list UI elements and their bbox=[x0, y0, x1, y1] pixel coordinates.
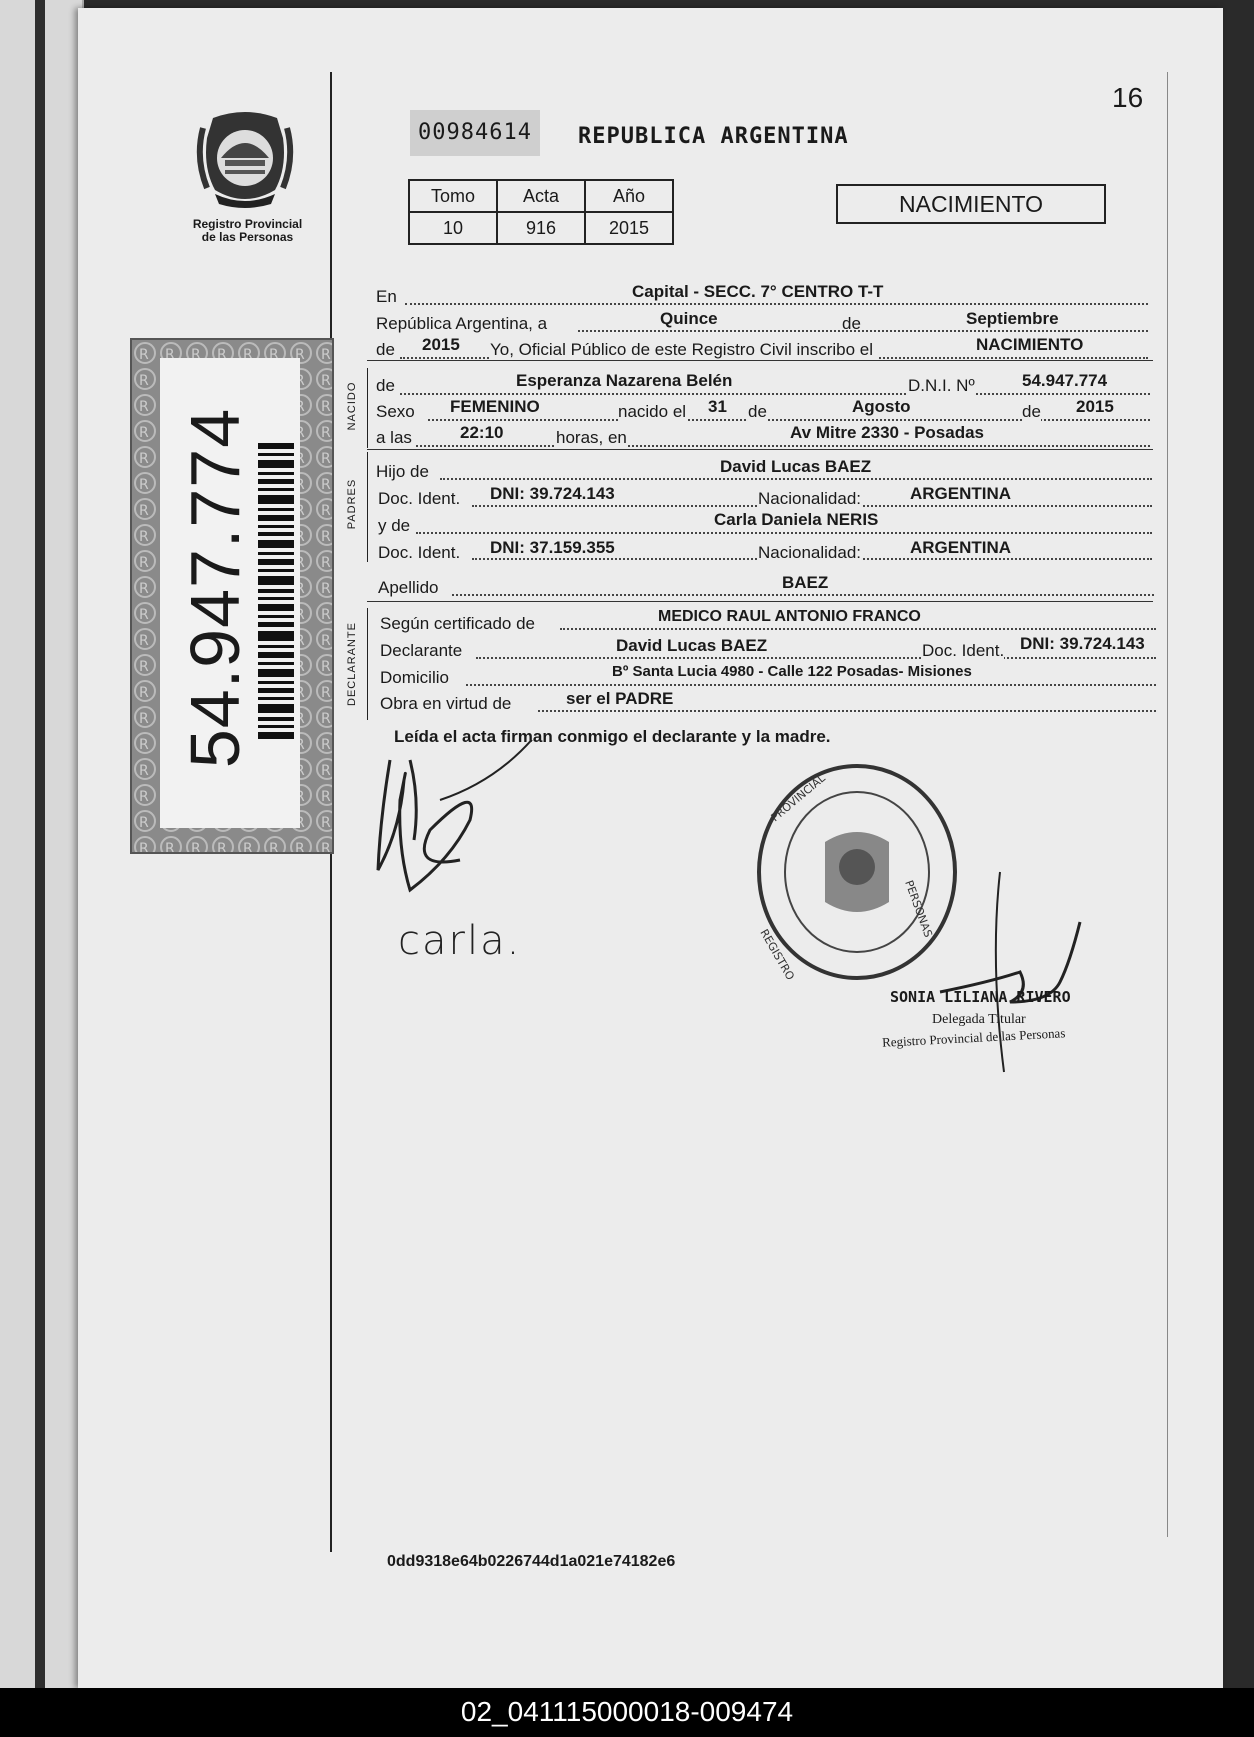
value-doc-madre: DNI: 37.159.355 bbox=[490, 538, 615, 557]
label-apellido: Apellido bbox=[378, 578, 439, 597]
label-yo-oficial: Yo, Oficial Público de este Registro Civil inscribo el bbox=[490, 340, 877, 360]
barcode-sticker bbox=[160, 358, 300, 828]
value-hora: 22:10 bbox=[460, 423, 504, 442]
value-padre: David Lucas BAEZ bbox=[720, 457, 872, 476]
value-lugar-nacimiento: Av Mitre 2330 - Posadas bbox=[790, 423, 985, 442]
country-title: REPUBLICA ARGENTINA bbox=[578, 124, 849, 149]
label-republica: República Argentina, a bbox=[376, 314, 548, 333]
value-tipo: NACIMIENTO bbox=[976, 335, 1084, 354]
leader-line bbox=[405, 303, 1148, 305]
value-certificado: MEDICO RAUL ANTONIO FRANCO bbox=[658, 608, 921, 625]
leader-line bbox=[578, 330, 1148, 332]
value-madre: Carla Daniela NERIS bbox=[714, 510, 879, 529]
leader-line bbox=[538, 710, 1156, 712]
table-header-row bbox=[409, 180, 673, 212]
label-doc-ident: Doc. Ident. bbox=[922, 641, 1005, 660]
value-tomo: 10 bbox=[409, 212, 497, 244]
label-a-las: a las bbox=[376, 428, 412, 447]
value-nac-anio: 2015 bbox=[1076, 397, 1114, 416]
official-name: SONIA LILIANA RIVERO bbox=[890, 988, 1071, 1006]
side-label-nacido: NACIDO bbox=[346, 381, 358, 431]
leader-line bbox=[452, 594, 1154, 596]
nacido-bracket bbox=[367, 368, 368, 448]
header-anio: Año bbox=[585, 180, 673, 212]
tomo-acta-table bbox=[408, 179, 674, 245]
svg-text:PROVINCIAL: PROVINCIAL bbox=[768, 771, 828, 825]
value-acta: 916 bbox=[497, 212, 585, 244]
table-value-row bbox=[409, 212, 673, 244]
label-domicilio: Domicilio bbox=[380, 668, 449, 687]
logo-caption bbox=[180, 218, 315, 244]
value-declarante: David Lucas BAEZ bbox=[616, 636, 768, 655]
value-apellido: BAEZ bbox=[782, 573, 829, 592]
label-hijo-de: Hijo de bbox=[376, 462, 429, 481]
label-de: de bbox=[842, 314, 861, 333]
official-signature-icon bbox=[930, 862, 1110, 1082]
value-nac-dia: 31 bbox=[708, 397, 727, 416]
value-nac-padre: ARGENTINA bbox=[910, 484, 1012, 503]
separator-1 bbox=[367, 360, 1153, 361]
official-role: Delegada Titular bbox=[932, 1012, 1026, 1027]
label-dni: D.N.I. Nº bbox=[908, 376, 975, 395]
leader-line bbox=[416, 532, 1152, 534]
label-declarante: Declarante bbox=[380, 641, 463, 660]
label-nacionalidad: Nacionalidad: bbox=[758, 489, 862, 508]
label-segun-certificado: Según certificado de bbox=[380, 614, 535, 633]
separator-3 bbox=[367, 601, 1153, 602]
right-border-rule bbox=[1167, 72, 1168, 1537]
leader-line bbox=[476, 657, 1156, 659]
provincial-seal-logo bbox=[195, 108, 295, 213]
label-de: de bbox=[748, 402, 767, 421]
label-sexo: Sexo bbox=[376, 402, 415, 421]
leader-line bbox=[560, 628, 1156, 630]
label-de: de bbox=[1022, 402, 1041, 421]
leader-line bbox=[416, 445, 1150, 447]
value-nac-madre: ARGENTINA bbox=[910, 538, 1012, 557]
value-sexo: FEMENINO bbox=[450, 397, 540, 416]
barcode-icon bbox=[258, 443, 294, 743]
value-dni: 54.947.774 bbox=[1022, 371, 1108, 390]
leader-line bbox=[428, 419, 1150, 421]
value-domicilio: Bº Santa Lucia 4980 - Calle 122 Posadas- Misiones bbox=[612, 663, 972, 680]
barcode-label bbox=[130, 338, 334, 854]
label-horas-en: horas, en bbox=[556, 428, 627, 447]
official-organization: Registro Provincial de las Personas bbox=[881, 1025, 1066, 1050]
leader-line bbox=[400, 393, 1150, 395]
footer-document-id: 02_041115000018-009474 bbox=[460, 1696, 794, 1727]
side-label-declarante: DECLARANTE bbox=[346, 622, 358, 706]
label-de: de bbox=[376, 376, 395, 395]
label-doc-ident: Doc. Ident. bbox=[378, 489, 461, 508]
binding-crease bbox=[35, 0, 45, 1690]
label-nacionalidad: Nacionalidad: bbox=[758, 543, 862, 562]
value-doc-padre: DNI: 39.724.143 bbox=[490, 484, 615, 503]
label-y-de: y de bbox=[378, 516, 411, 535]
logo-caption-line1: Registro Provincial bbox=[192, 217, 303, 231]
value-doc-declarante: DNI: 39.724.143 bbox=[1020, 634, 1145, 653]
padres-bracket bbox=[367, 452, 368, 562]
page-number: 16 bbox=[1112, 82, 1144, 113]
label-obra-en-virtud: Obra en virtud de bbox=[380, 694, 512, 713]
value-mes: Septiembre bbox=[966, 309, 1059, 328]
value-dia: Quince bbox=[660, 309, 718, 328]
declarante-bracket bbox=[367, 608, 368, 720]
header-tomo: Tomo bbox=[409, 180, 497, 212]
record-type-box: NACIMIENTO bbox=[836, 184, 1106, 224]
value-lugar: Capital - SECC. 7° CENTRO T-T bbox=[632, 282, 884, 301]
label-nacido: nacido el bbox=[618, 402, 687, 421]
closing-statement: Leída el acta firman conmigo el declarante y la madre. bbox=[394, 727, 831, 746]
leader-line bbox=[466, 684, 1156, 686]
label-en: En bbox=[376, 287, 397, 306]
declarant-signature-icon bbox=[370, 740, 550, 930]
label-de: de bbox=[376, 340, 395, 359]
value-obra: ser el PADRE bbox=[566, 689, 674, 708]
svg-text:PERSONAS: PERSONAS bbox=[902, 878, 935, 940]
value-anio: 2015 bbox=[585, 212, 673, 244]
handwritten-name: carla. bbox=[398, 918, 522, 964]
adjacent-page-edge bbox=[0, 0, 84, 1690]
value-anio: 2015 bbox=[422, 335, 460, 354]
barcode-number: 54.947.774 bbox=[176, 407, 254, 769]
value-nac-mes: Agosto bbox=[852, 397, 911, 416]
svg-text:REGISTRO: REGISTRO bbox=[757, 927, 797, 982]
leader-line bbox=[440, 478, 1152, 480]
value-nombre: Esperanza Nazarena Belén bbox=[516, 371, 733, 390]
serial-number: 00984614 bbox=[410, 110, 540, 156]
side-label-padres: PADRES bbox=[346, 478, 358, 530]
document-hash: 0dd9318e64b0226744d1a021e74182e6 bbox=[387, 1553, 676, 1570]
header-acta: Acta bbox=[497, 180, 585, 212]
logo-caption-line2: de las Personas bbox=[201, 230, 294, 244]
label-doc-ident: Doc. Ident. bbox=[378, 543, 461, 562]
separator-2 bbox=[367, 449, 1153, 450]
